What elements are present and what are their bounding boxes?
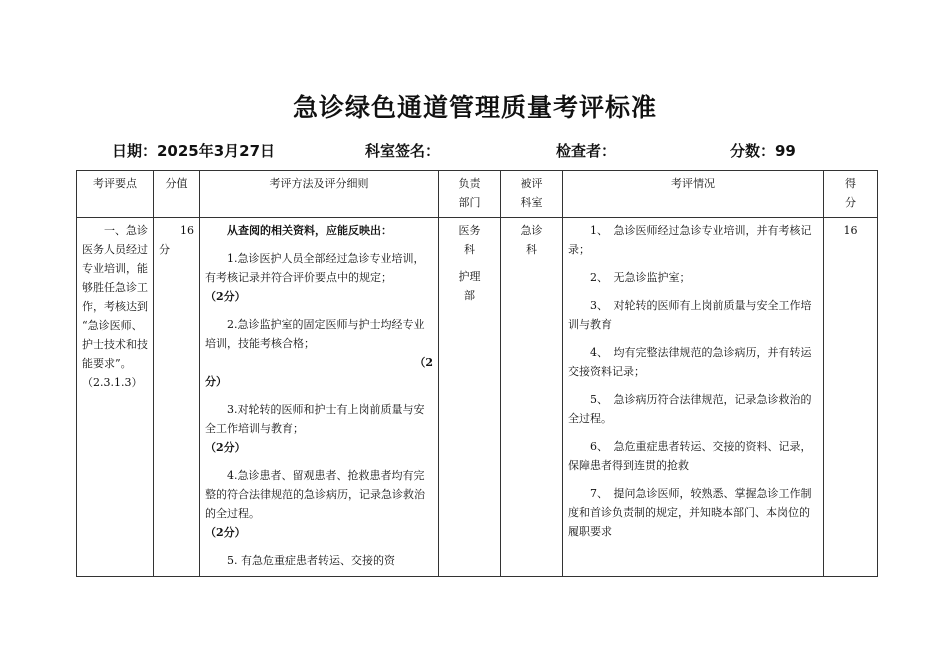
item-line: 专业培训，能 xyxy=(82,262,148,275)
item-line: “急诊医师、 xyxy=(82,319,143,332)
responsible-line: 护理 xyxy=(458,270,481,283)
header-evaluated-dept xyxy=(501,171,563,218)
header-responsible-dept xyxy=(439,171,501,218)
points-unit: 分 xyxy=(159,243,170,256)
points-value: 16 xyxy=(180,224,194,237)
header-situation: 考评情况 xyxy=(563,171,824,218)
header-item: 考评要点 xyxy=(77,171,154,218)
header-points: 分值 xyxy=(154,171,200,218)
method-item-score: （2分） xyxy=(205,441,246,454)
date-field: 日期：2025年3月27日 xyxy=(112,142,276,160)
method-item-score xyxy=(205,353,433,391)
method-item-text: 3.对轮转的医师和护士有上岗前质量与安全工作培训与教育； xyxy=(205,403,425,435)
method-item xyxy=(205,400,433,457)
header-responsible-line2: 部门 xyxy=(458,196,481,209)
situation-item: 1、 急诊医师经过急诊专业培训，并有考核记录； xyxy=(568,224,812,256)
method-item xyxy=(205,249,433,306)
situation-item: 4、 均有完整法律规范的急诊病历，并有转运交接资料记录； xyxy=(568,346,812,378)
situation-item: 6、 急危重症患者转运、交接的资料、记录，保障患者得到连贯的抢救 xyxy=(568,440,812,472)
responsible-line: 科 xyxy=(464,243,475,256)
evaluation-table xyxy=(76,170,878,577)
method-item xyxy=(205,551,433,570)
header-score-line2: 分 xyxy=(845,196,856,209)
method-item-text: 1.急诊医护人员全部经过急诊专业培训，有考核记录并符合评价要点中的规定； xyxy=(205,252,425,284)
score-got-cell: 16 xyxy=(824,218,878,577)
method-item xyxy=(205,315,433,391)
item-cell xyxy=(77,218,154,577)
method-cell xyxy=(200,218,439,577)
item-line: 护士技术和技 xyxy=(82,338,148,351)
points-cell xyxy=(154,218,200,577)
responsible-cell xyxy=(439,218,501,577)
evaluated-line: 科 xyxy=(526,243,537,256)
item-line: 作，考核达到 xyxy=(82,300,148,313)
situation-item: 7、 提问急诊医师，较熟悉、掌握急诊工作制度和首诊负责制的规定，并知晓本部门、本岗位的履职要求 xyxy=(568,487,812,538)
score-field: 分数：99 xyxy=(730,142,796,160)
method-item-score: （2分） xyxy=(205,290,246,303)
responsible-line: 医务 xyxy=(458,224,481,237)
evaluated-line: 急诊 xyxy=(520,224,543,237)
item-line: 一、急诊 xyxy=(104,224,148,237)
method-item-score-part: 分） xyxy=(205,375,227,388)
evaluated-cell xyxy=(501,218,563,577)
header-score-line1: 得 xyxy=(845,177,856,190)
situation-item: 5、 急诊病历符合法律规范，记录急诊救治的全过程。 xyxy=(568,393,812,425)
item-line: 够胜任急诊工 xyxy=(82,281,148,294)
method-item-score: （2分） xyxy=(205,526,246,539)
method-intro: 从查阅的相关资料，应能反映出： xyxy=(227,224,392,237)
table-header-row xyxy=(77,171,878,218)
item-line: 医务人员经过 xyxy=(82,243,148,256)
method-item xyxy=(205,466,433,542)
header-evaluated-line1: 被评 xyxy=(520,177,543,190)
header-method: 考评方法及评分细则 xyxy=(200,171,439,218)
meta-line xyxy=(0,140,950,162)
method-item-text: 5. 有急危重症患者转运、交接的资 xyxy=(227,554,395,567)
situation-item: 3、 对轮转的医师有上岗前质量与安全工作培训与教育 xyxy=(568,299,812,331)
header-score-got xyxy=(824,171,878,218)
header-evaluated-line2: 科室 xyxy=(520,196,543,209)
situation-cell xyxy=(563,218,824,577)
method-item-score-part: （2 xyxy=(414,356,433,369)
method-item-text: 4.急诊患者、留观患者、抢救患者均有完整的符合法律规范的急诊病历，记录急诊救治的全过程。 xyxy=(205,469,425,520)
dept-sign-field: 科室签名： xyxy=(365,142,441,160)
item-line: （2.3.1.3） xyxy=(82,376,143,389)
situation-item: 2、 无急诊监护室； xyxy=(590,271,691,284)
inspector-field: 检查者： xyxy=(556,142,617,160)
item-line: 能要求”。 xyxy=(82,357,132,370)
method-item-text: 2.急诊监护室的固定医师与护士均经专业培训，技能考核合格； xyxy=(205,318,425,350)
header-responsible-line1: 负责 xyxy=(458,177,481,190)
page-title: 急诊绿色通道管理质量考评标准 xyxy=(292,93,657,122)
table-row xyxy=(77,218,878,577)
responsible-line: 部 xyxy=(464,289,475,302)
